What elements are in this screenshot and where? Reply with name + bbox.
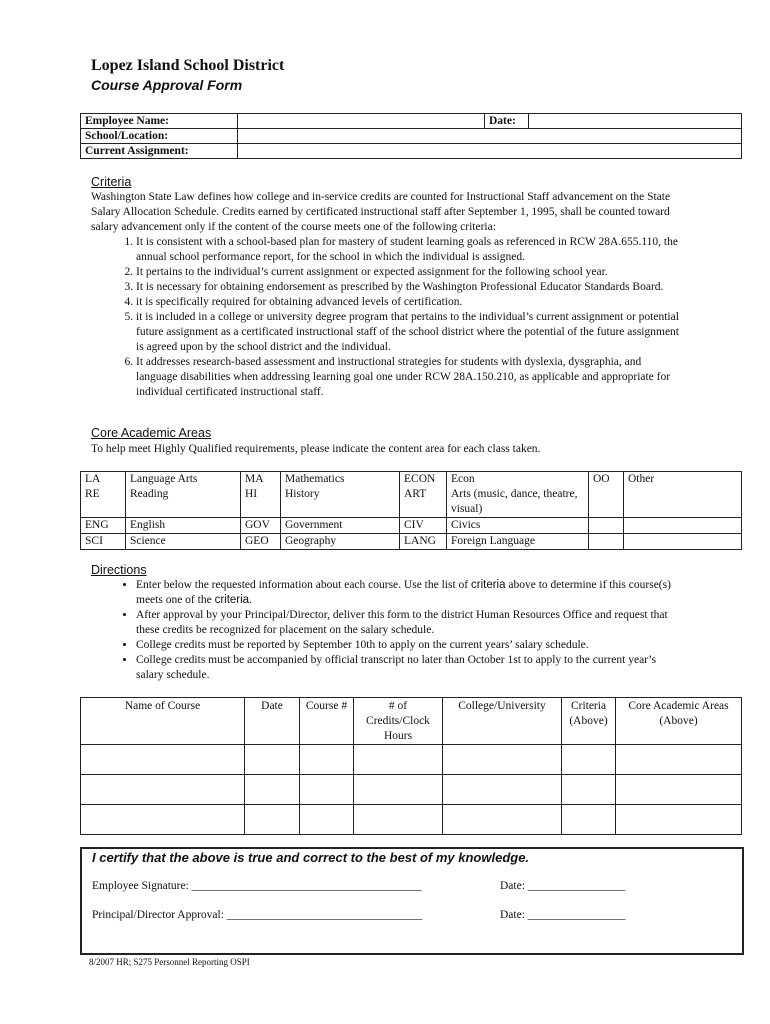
- col-date: Date: [245, 698, 300, 745]
- direction-item: • College credits must be accompanied by official transcript no later than October 1st to apply to the current year’s salary schedule.: [136, 653, 671, 683]
- col-credits: # of Credits/Clock Hours: [354, 698, 443, 745]
- approval-date-label: Date:: [500, 909, 525, 921]
- footer-note: 8/2007 HR; S275 Personnel Reporting OSPI: [89, 957, 250, 967]
- district-name: Lopez Island School District: [91, 57, 285, 74]
- core-name: Reading: [126, 487, 241, 518]
- current-assignment-label: Current Assignment:: [81, 144, 238, 159]
- certification-box: [80, 847, 744, 955]
- core-code: ECON: [400, 472, 447, 488]
- form-title: Course Approval Form: [91, 77, 243, 93]
- core-name: Econ: [447, 472, 589, 488]
- criteria-item: 2. It pertains to the individual’s current assignment or expected assignment for the following school year.: [136, 265, 681, 280]
- core-code: GEO: [241, 534, 281, 550]
- core-name: Foreign Language: [447, 534, 589, 550]
- principal-approval-line[interactable]: __________________________________: [226, 909, 423, 921]
- course-table: [80, 697, 742, 835]
- certification-statement: I certify that the above is true and correct to the best of my knowledge.: [92, 850, 530, 865]
- core-code: HI: [241, 487, 281, 518]
- core-name: Civics: [447, 518, 589, 534]
- core-code: SCI: [81, 534, 126, 550]
- employee-signature-label: Employee Signature:: [92, 880, 189, 892]
- employee-signature-line[interactable]: ________________________________________: [191, 880, 422, 892]
- col-core-areas: Core Academic Areas (Above): [616, 698, 742, 745]
- signature-date-label: Date:: [500, 880, 525, 892]
- core-code: CIV: [400, 518, 447, 534]
- direction-item: • After approval by your Principal/Director, deliver this form to the district Human Resources Office and request that these credits be recognized for placement on the salary schedule.: [136, 608, 671, 638]
- core-code: RE: [81, 487, 126, 518]
- school-location-field[interactable]: [238, 129, 742, 144]
- col-course-number: Course #: [300, 698, 354, 745]
- core-name: Arts (music, dance, theatre, visual): [447, 487, 589, 518]
- core-name: Geography: [281, 534, 400, 550]
- directions-list: [136, 578, 671, 683]
- current-assignment-field[interactable]: [238, 144, 742, 159]
- employee-name-label: Employee Name:: [81, 114, 238, 129]
- core-name: Language Arts: [126, 472, 241, 488]
- criteria-heading: Criteria: [91, 175, 132, 189]
- core-code: GOV: [241, 518, 281, 534]
- core-name: Mathematics: [281, 472, 400, 488]
- col-criteria: Criteria (Above): [562, 698, 616, 745]
- course-row: [81, 745, 742, 775]
- core-code: MA: [241, 472, 281, 488]
- core-name: History: [281, 487, 400, 518]
- date-field[interactable]: [529, 114, 742, 129]
- criteria-list: [136, 235, 681, 400]
- directions-heading: Directions: [91, 563, 147, 577]
- core-code: ART: [400, 487, 447, 518]
- signature-date-line[interactable]: _________________: [527, 880, 626, 892]
- core-areas-intro: To help meet Highly Qualified requirements, please indicate the content area for each class taken.: [91, 443, 541, 455]
- criteria-intro: Washington State Law defines how college and in-service credits are counted for Instructional Staff advancement on the State Salary Allocation Schedule. Credits earned by certificated instructional staff after September 1, 1995, shall be counted toward salary advancement only if the content of the course meets one of the following criteria:: [91, 191, 671, 233]
- course-row: [81, 775, 742, 805]
- core-code: OO: [589, 472, 624, 488]
- core-name: Science: [126, 534, 241, 550]
- core-code: LANG: [400, 534, 447, 550]
- core-name: Other: [624, 472, 742, 488]
- employee-name-field[interactable]: [238, 114, 485, 129]
- criteria-item: 5. it is included in a college or university degree program that pertains to the individual’s current assignment or potential future assignment as a certificated instructional staff of the school district where the potential of the future assignment is agreed upon by the school district and the individual.: [136, 310, 681, 355]
- criteria-item: 4. it is specifically required for obtaining advanced levels of certification.: [136, 295, 681, 310]
- approval-date-line[interactable]: _________________: [527, 909, 626, 921]
- direction-item: • Enter below the requested information about each course. Use the list of criteria above to determine if this course(s) meets one of the criteria.: [136, 578, 671, 608]
- criteria-item: 1. It is consistent with a school-based plan for mastery of student learning goals as referenced in RCW 28A.655.110, the annual school performance report, for the school in which the individual is assigned.: [136, 235, 681, 265]
- date-label: Date:: [485, 114, 529, 129]
- course-row: [81, 805, 742, 835]
- core-code: ENG: [81, 518, 126, 534]
- core-areas-heading: Core Academic Areas: [91, 426, 212, 440]
- col-name-of-course: Name of Course: [81, 698, 245, 745]
- col-college: College/University: [443, 698, 562, 745]
- direction-item: • College credits must be reported by September 10th to apply on the current years’ salary schedule.: [136, 638, 671, 653]
- core-code: LA: [81, 472, 126, 488]
- school-location-label: School/Location:: [81, 129, 238, 144]
- core-areas-table: [80, 471, 742, 550]
- core-name: Government: [281, 518, 400, 534]
- principal-approval-label: Principal/Director Approval:: [92, 909, 224, 921]
- employee-info-table: [80, 113, 742, 159]
- core-name: English: [126, 518, 241, 534]
- criteria-item: 3. It is necessary for obtaining endorsement as prescribed by the Washington Professional Educator Standards Board.: [136, 280, 681, 295]
- criteria-item: 6. It addresses research-based assessment and instructional strategies for students with dyslexia, dysgraphia, and language disabilities when addressing learning goal one under RCW 28A.150.210, as applicable and appropriate for individual certificated instructional staff.: [136, 355, 681, 400]
